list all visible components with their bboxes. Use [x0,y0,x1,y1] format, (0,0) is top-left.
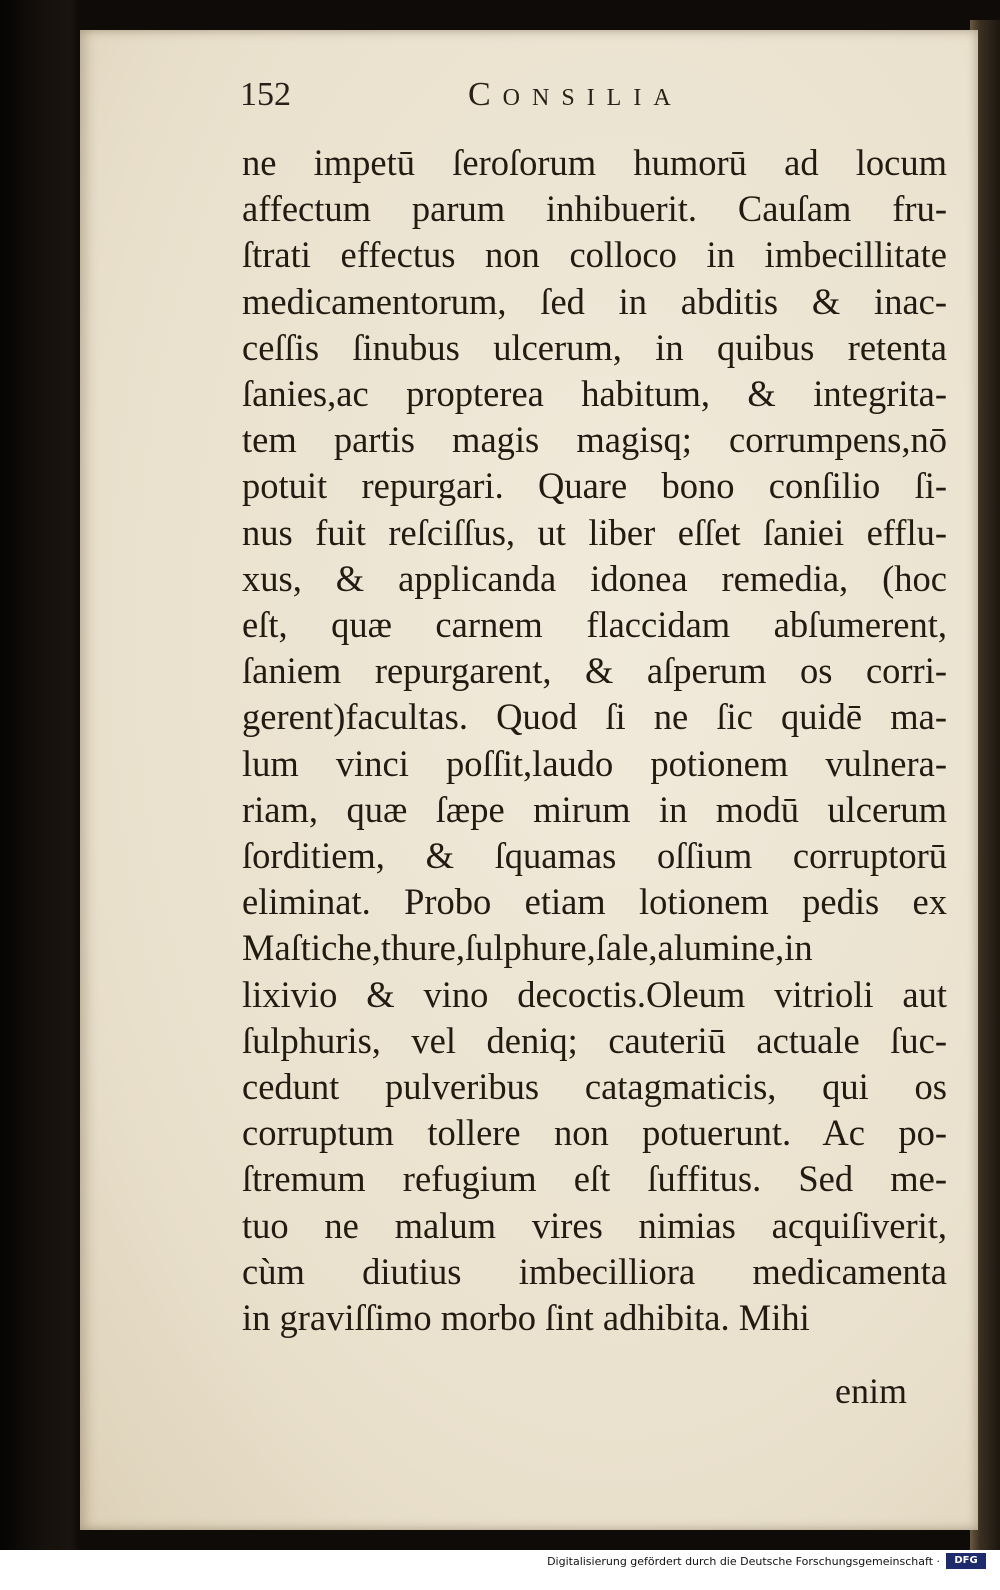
text-line: Maſtiche,thure,ſulphure,ſale,alumine,in [242,927,813,969]
text-line: eſt, quæ carnem flaccidam abſumerent, [242,604,947,646]
text-line: eliminat. Probo etiam lotionem pedis ex [242,881,947,923]
text-line: xus, & applicanda idonea remedia, (hoc [242,557,947,599]
text-line: ceſſis ſinubus ulcerum, in quibus retenta [242,326,947,368]
text-line: tem partis magis magisq; corrumpens,nō [242,419,947,461]
text-line: ſaniem repurgarent, & aſperum os corri- [242,650,947,692]
text-line: medicamentorum, ſed in abditis & inac- [242,280,947,322]
catchword: enim [835,1371,907,1411]
running-title: Consilia [468,76,683,113]
text-line: ſtrati effectus non colloco in imbecillitate [242,234,947,276]
text-line: nus fuit reſciſſus, ut liber eſſet ſaniei efflu- [242,511,947,553]
text-line: lixivio & vino decoctis.Oleum vitrioli aut [242,973,947,1015]
text-line: ſulphuris, vel deniq; cauteriū actuale ſuc- [242,1019,947,1061]
text-line: cedunt pulveribus catagmaticis, qui os [242,1066,947,1108]
page-header [240,76,940,126]
body-text [242,140,947,1341]
text-line: lum vinci poſſit,laudo potionem vulnera- [242,742,947,784]
text-line: riam, quæ ſæpe mirum in modū ulcerum [242,788,947,830]
text-line: ſtremum refugium eſt ſuffitus. Sed me- [242,1158,947,1200]
text-line: in graviſſimo morbo ſint adhibita. Mihi [242,1297,810,1339]
text-line: ſorditiem, & ſquamas oſſium corruptorū [242,835,947,877]
digitization-credit: Digitalisierung gefördert durch die Deutsche Forschungsgemeinschaft · [547,1555,940,1568]
page-number: 152 [240,76,291,113]
text-line: ſanies,ac propterea habitum, & integrita- [242,373,947,415]
text-line: tuo ne malum vires nimias acquiſiverit, [242,1204,947,1246]
dfg-logo: DFG [946,1553,986,1569]
text-line: ne impetū ſeroſorum humorū ad locum [242,142,947,183]
text-line: corruptum tollere non potuerunt. Ac po- [242,1112,947,1154]
text-line: affectum parum inhibuerit. Cauſam fru- [242,188,947,230]
text-line: potuit repurgari. Quare bono conſilio ſi- [242,465,947,507]
text-line: cùm diutius imbecilliora medicamenta [242,1250,947,1292]
text-line: gerent)facultas. Quod ſi ne ſic quidē ma- [242,696,947,738]
